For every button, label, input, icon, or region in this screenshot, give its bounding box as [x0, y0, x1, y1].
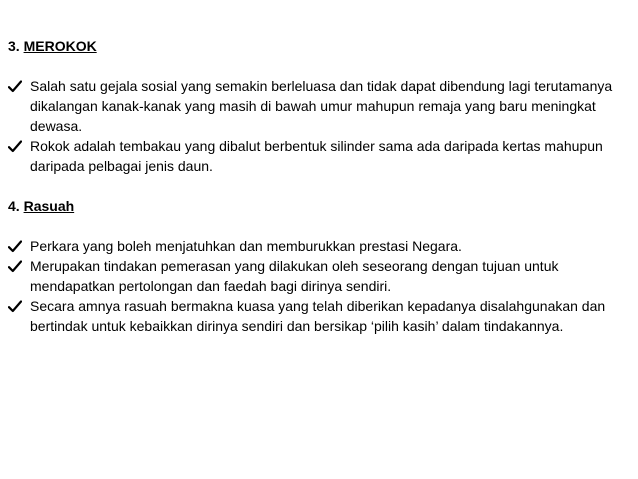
list-item: [8, 236, 630, 256]
bullet-text: Perkara yang boleh menjatuhkan dan memburukkan prestasi Negara.: [30, 238, 462, 254]
bullet-text: Secara amnya rasuah bermakna kuasa yang telah diberikan kepadanya disalahgunakan dan bertindak untuk kebaikkan dirinya sendiri dan bersikap ‘pilih kasih’ dalam tindakannya.: [30, 298, 606, 334]
section-number: 4.: [8, 198, 20, 214]
spacer: [8, 176, 630, 196]
checkmark-icon: [8, 260, 22, 273]
bullet-list-merokok: [8, 76, 630, 176]
list-item: [8, 296, 630, 336]
slide-content: [8, 36, 630, 336]
bullet-text: Merupakan tindakan pemerasan yang dilakukan oleh seseorang dengan tujuan untuk mendapatkan pertolongan dan faedah bagi dirinya sendiri.: [30, 258, 559, 294]
checkmark-icon: [8, 140, 22, 153]
checkmark-icon: [8, 80, 22, 93]
list-item: [8, 256, 630, 296]
bullet-text: Salah satu gejala sosial yang semakin berleluasa dan tidak dapat dibendung lagi terutamanya dikalangan kanak-kanak yang masih di bawah umur mahupun remaja yang baru meningkat dewasa.: [30, 78, 613, 134]
list-item: [8, 136, 630, 176]
spacer: [8, 216, 630, 236]
bullet-list-rasuah: [8, 236, 630, 336]
list-item: [8, 76, 630, 136]
section-heading-merokok: [8, 36, 630, 56]
spacer: [8, 56, 630, 76]
section-title: MEROKOK: [23, 38, 97, 54]
section-title: Rasuah: [23, 198, 75, 214]
bullet-text: Rokok adalah tembakau yang dibalut berbentuk silinder sama ada daripada kertas mahupun daripada pelbagai jenis daun.: [30, 138, 603, 174]
checkmark-icon: [8, 240, 22, 253]
checkmark-icon: [8, 300, 22, 313]
section-heading-rasuah: [8, 196, 630, 216]
section-number: 3.: [8, 38, 20, 54]
